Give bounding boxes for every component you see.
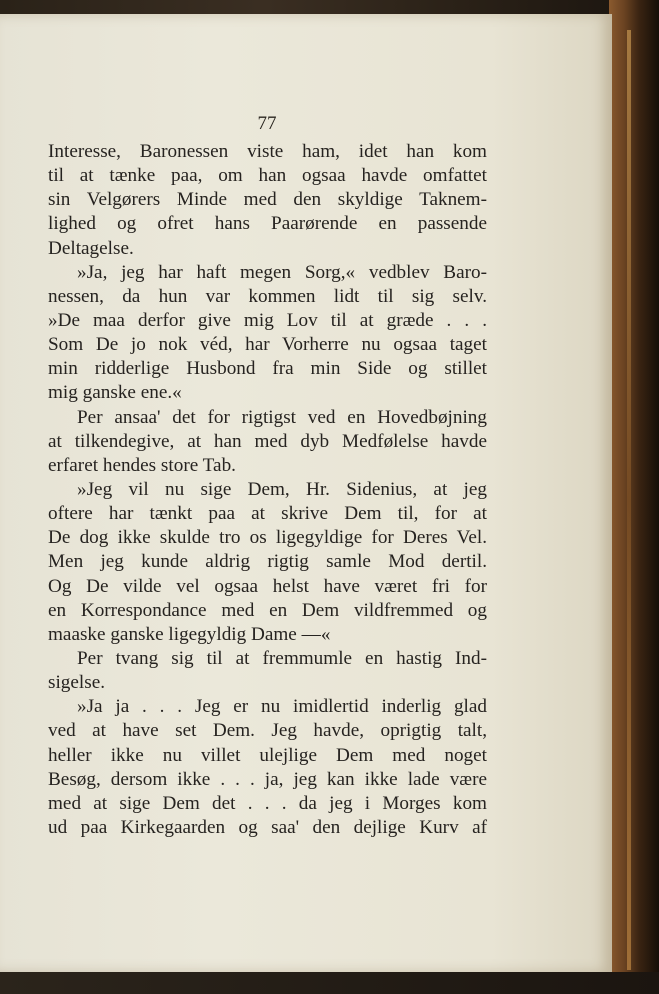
text-line: Per tvang sig til at fremmumle en hastig Ind- — [77, 647, 487, 669]
text-line: at tilkendegive, at han med dyb Medfølelse havde — [48, 430, 487, 452]
text-line: Besøg, dersom ikke . . . ja, jeg kan ikke lade være — [48, 768, 487, 790]
text-line: ved at have set Dem. Jeg havde, oprigtig talt, — [48, 720, 487, 742]
text-line: »Ja ja . . . Jeg er nu imidlertid inderlig glad — [77, 696, 487, 718]
text-line: med at sige Dem det . . . da jeg i Morges kom — [48, 792, 487, 814]
text-line: Som De jo nok véd, har Vorherre nu ogsaa taget — [48, 334, 487, 356]
text-line: oftere har tænkt paa at skrive Dem til, for at — [48, 503, 487, 525]
text-line: De dog ikke skulde tro os ligegyldige for Deres Vel. — [48, 527, 487, 549]
text-line: til at tænke paa, om han ogsaa havde omfattet — [48, 165, 487, 187]
text-line: Interesse, Baronessen viste ham, idet han kom — [48, 141, 487, 162]
text-line: lighed og ofret hans Paarørende en passende — [48, 213, 487, 235]
page-edges — [627, 30, 631, 970]
text-line: min ridderlige Husbond fra min Side og stillet — [48, 358, 487, 380]
text-line: erfaret hendes store Tab. — [48, 454, 236, 476]
text-line: en Korrespondance med en Dem vildfremmed og — [48, 599, 487, 621]
text-line: »Jeg vil nu sige Dem, Hr. Sidenius, at jeg — [77, 478, 487, 500]
body-text — [48, 140, 487, 840]
text-line: Per ansaa' det for rigtigst ved en Hovedbøjning — [77, 406, 487, 428]
paper-page — [0, 14, 612, 972]
text-line: ud paa Kirkegaarden og saa' den dejlige Kurv af — [48, 816, 487, 838]
text-line: heller ikke nu villet ulejlige Dem med noget — [48, 744, 487, 766]
text-line: Men jeg kunde aldrig rigtig samle Mod dertil. — [48, 551, 487, 573]
text-line: sigelse. — [48, 672, 106, 694]
text-line: »De maa derfor give mig Lov til at græde . . . — [48, 309, 487, 331]
text-line: mig ganske ene.« — [48, 382, 182, 404]
text-line: nessen, da hun var kommen lidt til sig selv. — [48, 285, 487, 307]
book-spine-edge — [609, 0, 659, 994]
text-line: »Ja, jeg har haft megen Sorg,« vedblev Baro- — [77, 261, 487, 283]
text-line: Deltagelse. — [48, 237, 134, 259]
text-line: Og De vilde vel ogsaa helst have været fri for — [48, 575, 487, 597]
text-line: sin Velgørers Minde med den skyldige Taknem- — [48, 189, 487, 211]
page-number: 77 — [257, 113, 277, 134]
text-line: maaske ganske ligegyldig Dame —« — [48, 623, 331, 645]
scan-bottom-border — [0, 972, 659, 994]
